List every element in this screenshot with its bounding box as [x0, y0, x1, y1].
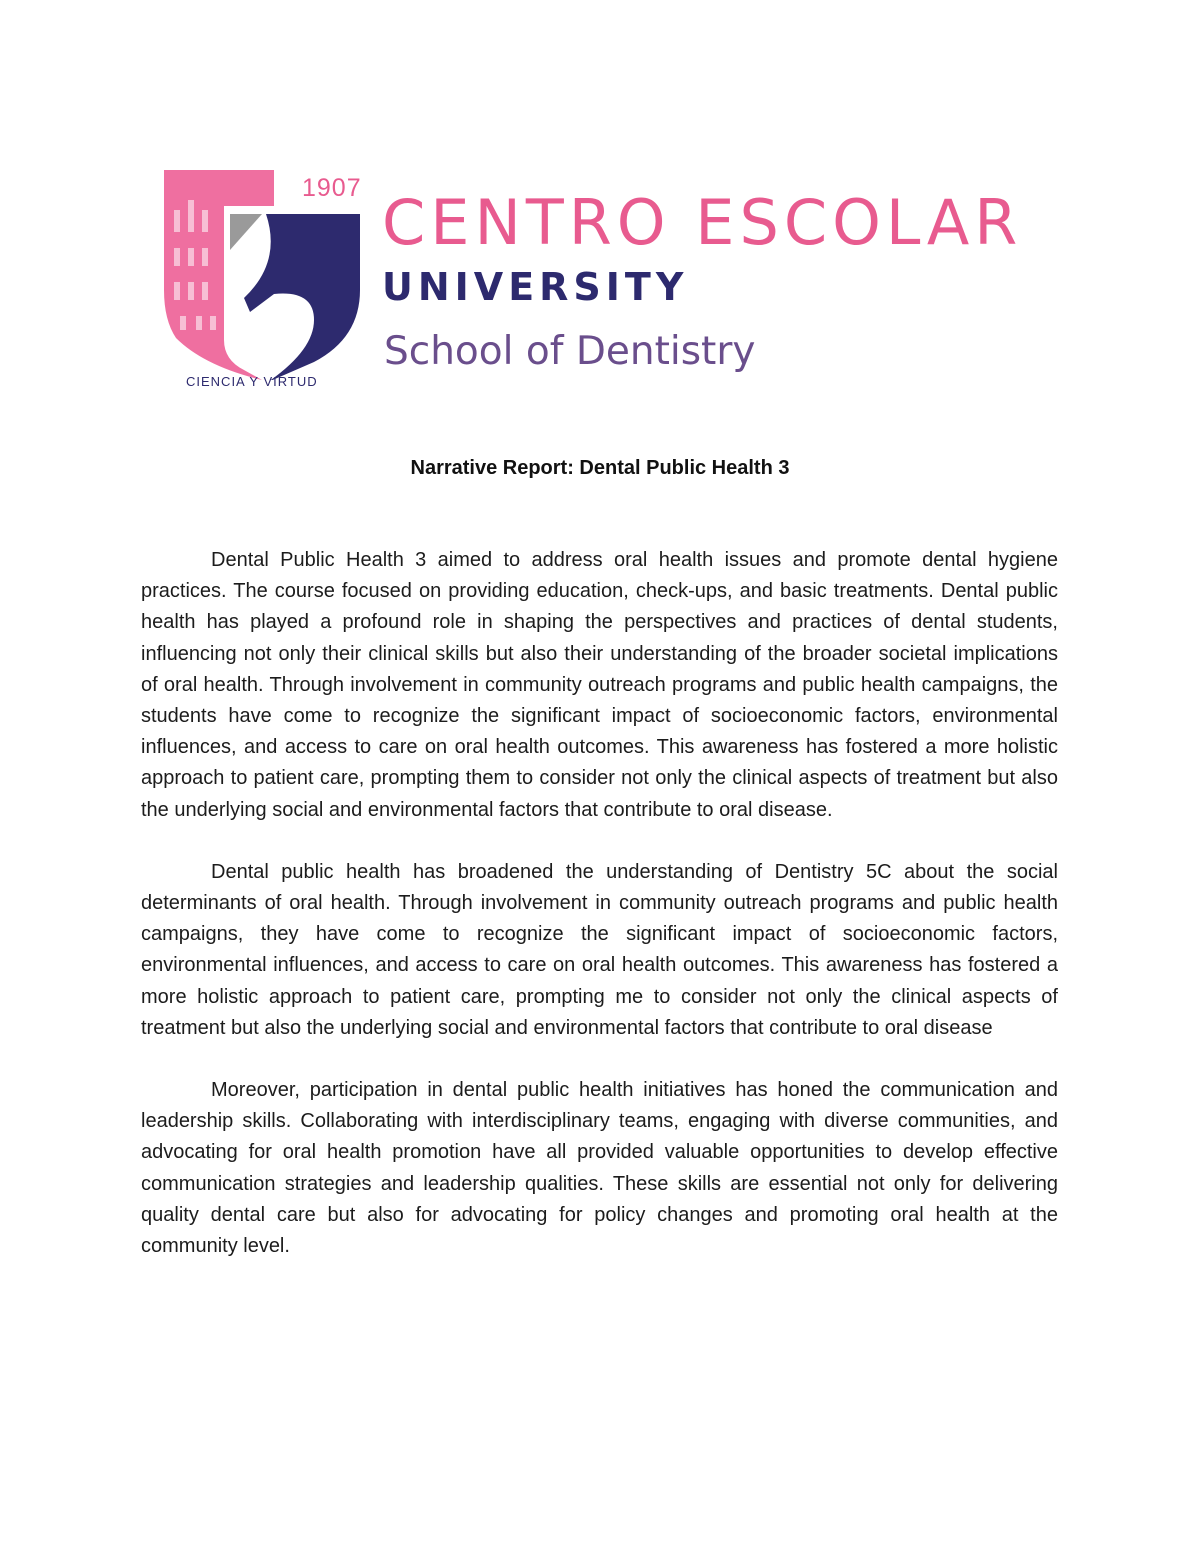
report-body — [141, 545, 1058, 1293]
founding-year: 1907 — [302, 174, 362, 202]
university-logo-banner — [140, 160, 1060, 400]
paragraph-1: Dental Public Health 3 aimed to address oral health issues and promote dental hygiene practices. The course focused on providing education, check-ups, and basic treatments. Dental public health has played a profound role in shaping the perspectives and practices of dental students, influencing not only their clinical skills but also their understanding of the broader societal implications of oral health. Through involvement in community outreach programs and public health campaigns, the students have come to recognize the significant impact of socioeconomic factors, environmental influences, and access to care on oral health outcomes. This awareness has fostered a more holistic approach to patient care, prompting them to consider not only the clinical aspects of treatment but also the underlying social and environmental factors that contribute to oral disease. — [141, 549, 1058, 821]
university-name-line1: CENTRO ESCOLAR — [382, 186, 1023, 259]
school-name: School of Dentistry — [384, 329, 756, 374]
university-name-line2: UNIVERSITY — [382, 265, 689, 309]
paragraph-3: Moreover, participation in dental public health initiatives has honed the communication and leadership skills. Collaborating with interdisciplinary teams, engaging with diverse communities, and advocating for oral health promotion have all provided valuable opportunities to develop effective communication strategies and leadership qualities. These skills are essential not only for delivering quality dental care but also for advocating for policy changes and promoting oral health at the community level. — [141, 1079, 1058, 1258]
university-motto: CIENCIA Y VIRTUD — [186, 374, 318, 389]
report-title: Narrative Report: Dental Public Health 3 — [410, 457, 790, 479]
paragraph-2: Dental public health has broadened the understanding of Dentistry 5C about the social determinants of oral health. Through involvement in community outreach programs and public health campaigns, they have come to recognize the significant impact of socioeconomic factors, environmental influences, and access to care on oral health outcomes. This awareness has fostered a more holistic approach to patient care, prompting me to consider not only the clinical aspects of treatment but also the underlying social and environmental factors that contribute to oral disease — [141, 860, 1058, 1039]
